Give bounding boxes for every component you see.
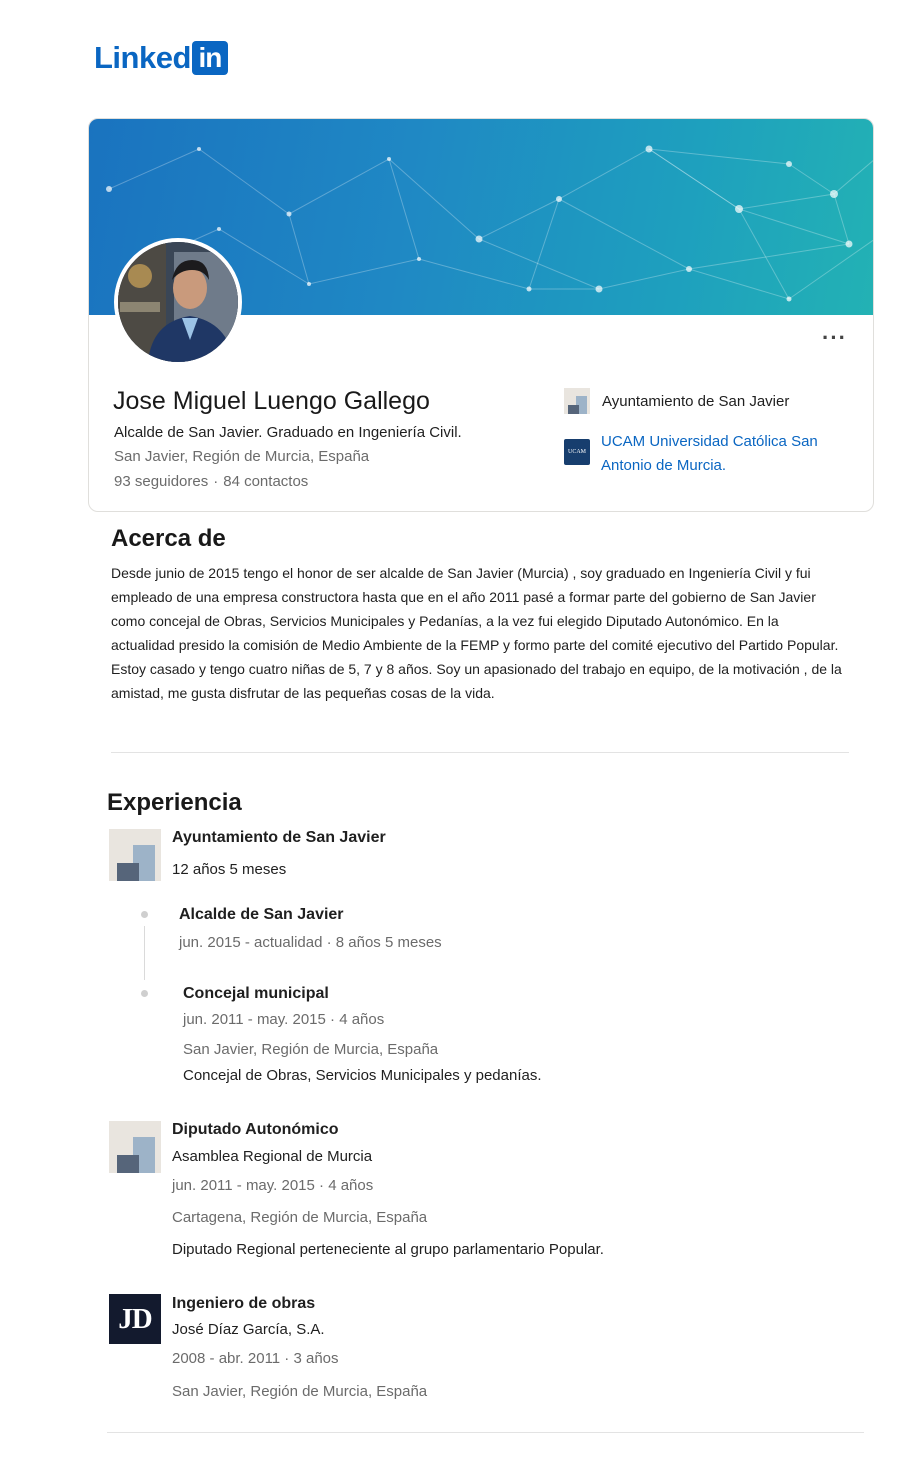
role-dates: jun. 2011 - may. 2015 · 4 años	[183, 1011, 385, 1028]
experience-company-duration: 12 años 5 meses	[172, 861, 287, 878]
experience-description: Diputado Regional perteneciente al grupo parlamentario Popular.	[172, 1241, 604, 1258]
company-placeholder-icon	[564, 388, 590, 414]
experience-company: José Díaz García, S.A.	[172, 1321, 325, 1338]
profile-headline: Alcalde de San Javier. Graduado en Ingeniería Civil.	[114, 424, 462, 441]
connections-count[interactable]: 84 contactos	[223, 473, 309, 490]
role-dates: jun. 2015 - actualidad · 8 años 5 meses	[179, 934, 442, 951]
role-title[interactable]: Concejal municipal	[183, 985, 329, 1002]
experience-section-title: Experiencia	[107, 789, 242, 816]
company-placeholder-icon[interactable]	[109, 829, 161, 881]
logo-wordmark: Linked	[94, 40, 191, 75]
role-title[interactable]: Alcalde de San Javier	[179, 906, 344, 923]
logo-in-box: in	[192, 41, 228, 75]
experience-title[interactable]: Diputado Autonómico	[172, 1121, 339, 1138]
linkedin-logo[interactable]	[94, 40, 228, 76]
profile-network-stats	[114, 473, 308, 490]
profile-card	[88, 118, 874, 512]
current-company-link[interactable]	[564, 388, 789, 414]
timeline-dot	[141, 911, 148, 918]
more-options-button[interactable]: ···	[822, 325, 847, 350]
separator-dot: ·	[213, 473, 219, 490]
profile-name: Jose Miguel Luengo Gallego	[113, 387, 430, 415]
experience-location: San Javier, Región de Murcia, España	[172, 1383, 428, 1400]
company-logo-jd[interactable]: JD	[109, 1294, 161, 1344]
experience-dates: 2008 - abr. 2011 · 3 años	[172, 1350, 339, 1367]
about-section-title: Acerca de	[111, 525, 226, 552]
experience-dates: jun. 2011 - may. 2015 · 4 años	[172, 1177, 374, 1194]
education-label: UCAM Universidad Católica San Antonio de Murcia.	[601, 433, 818, 474]
section-divider	[107, 1432, 864, 1433]
role-description: Concejal de Obras, Servicios Municipales y pedanías.	[183, 1067, 542, 1084]
current-company-label: Ayuntamiento de San Javier	[602, 392, 790, 410]
education-link[interactable]	[564, 430, 841, 478]
university-logo: UCAM	[564, 439, 590, 465]
profile-photo[interactable]	[114, 238, 242, 366]
experience-title[interactable]: Ingeniero de obras	[172, 1295, 316, 1312]
timeline-line	[144, 926, 145, 980]
experience-company: Asamblea Regional de Murcia	[172, 1148, 373, 1165]
section-divider	[111, 752, 849, 753]
person-photo-icon	[118, 242, 238, 362]
about-text: Desde junio de 2015 tengo el honor de ser alcalde de San Javier (Murcia) , soy graduado en Ingeniería Civil y fui empleado de una empresa constructora hasta que en el año 2011 pasé a formar parte del gobierno de San Javier como concejal de Obras, Servicios Municipales y Pedanías, a la vez fui elegido Diputado Autonómico. En la actualidad presido la comisión de Medio Ambiente de la FEMP y formo parte del comité ejecutivo del Partido Popular. Estoy casado y tengo cuatro niñas de 5, 7 y 8 años. Soy un apasionado del trabajo en equipo, de la motivación , de la amistad, me gusta disfrutar de las pequeñas cosas de la vida.	[111, 565, 842, 701]
company-placeholder-icon[interactable]	[109, 1121, 161, 1173]
timeline-dot	[141, 990, 148, 997]
experience-company-name[interactable]: Ayuntamiento de San Javier	[172, 829, 386, 846]
profile-location: San Javier, Región de Murcia, España	[114, 448, 370, 465]
followers-count[interactable]: 93 seguidores	[114, 473, 209, 490]
experience-location: Cartagena, Región de Murcia, España	[172, 1209, 428, 1226]
role-location: San Javier, Región de Murcia, España	[183, 1041, 439, 1058]
